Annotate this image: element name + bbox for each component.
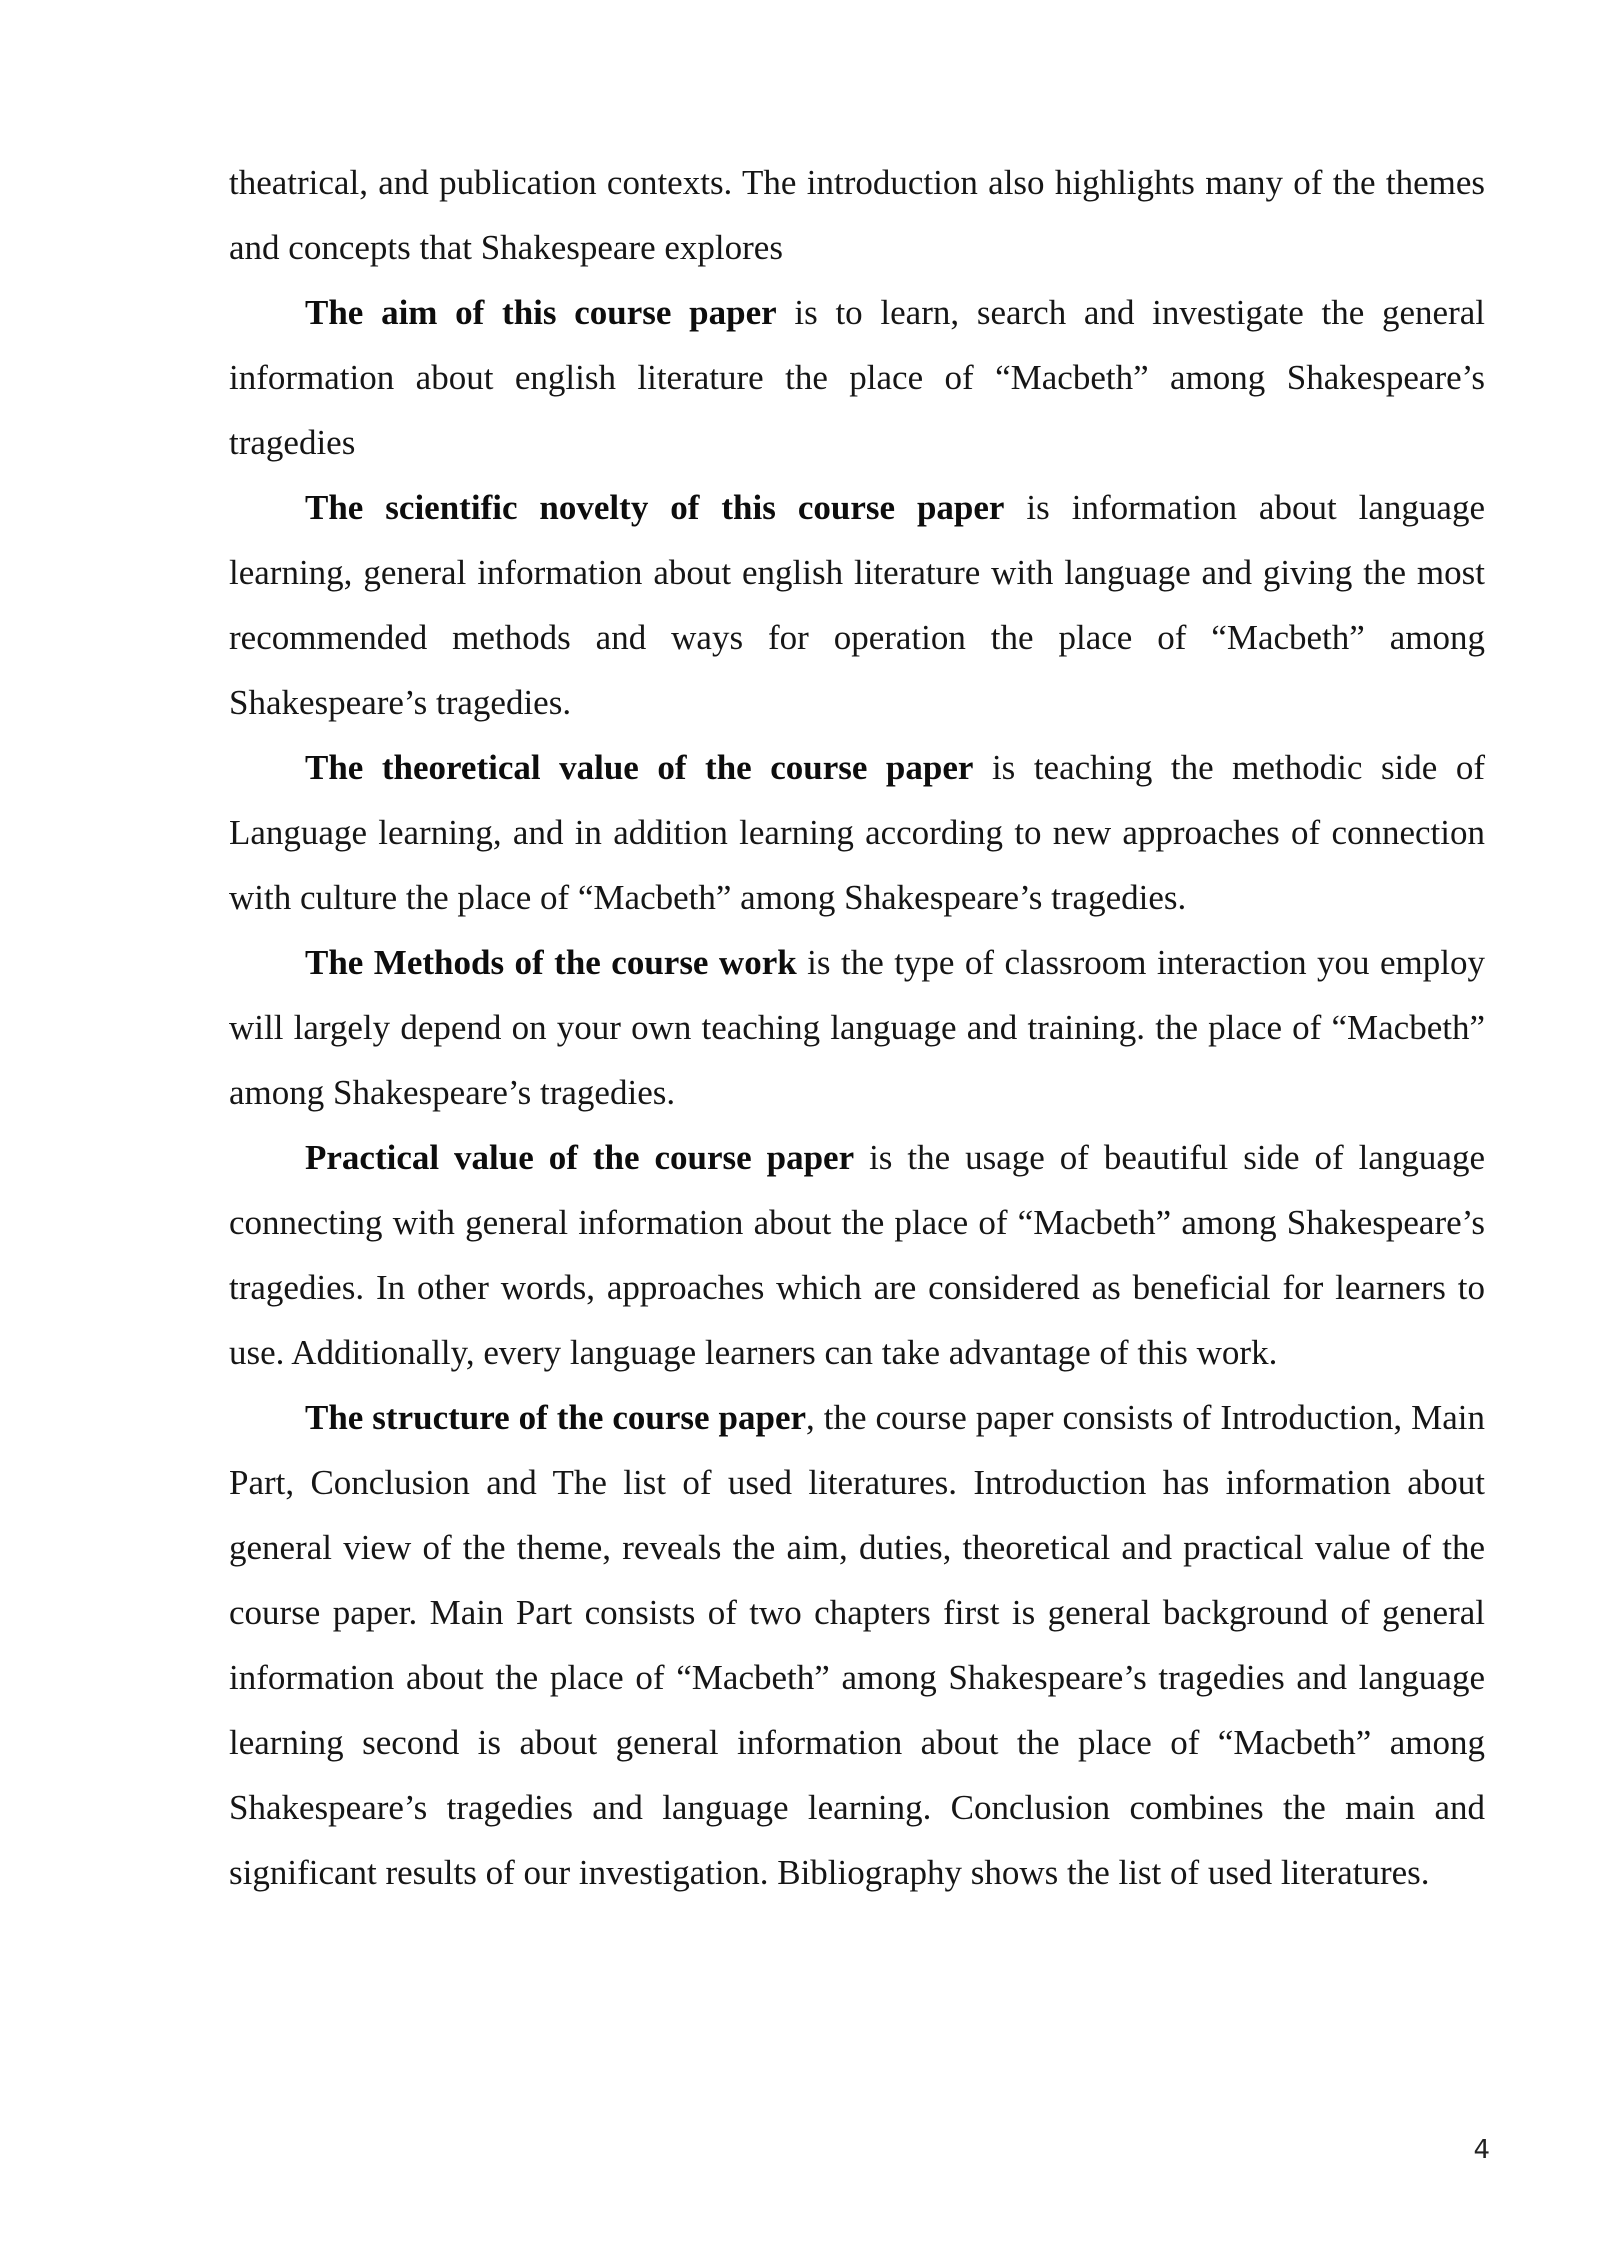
paragraph-text: theatrical, and publication contexts. The introduction also highlights many of the themes and concepts that Shakespeare explores (229, 163, 1485, 267)
paragraph-methods (229, 930, 1485, 1125)
paragraph-text: is the type of classroom interaction you employ will largely depend on your own teaching language and training. the place of “Macbeth” among Shakespeare’s tragedies. (229, 943, 1485, 1112)
paragraph-theoretical-value (229, 735, 1485, 930)
paragraph-heading: Practical value of the course paper (305, 1138, 855, 1177)
paragraph-continuation (229, 150, 1485, 280)
paragraph-text: is the usage of beautiful side of language connecting with general information about the place of “Macbeth” among Shakespeare’s tragedies. In other words, approaches which are considered as beneficial for learners to use. Additionally, every language learners can take advantage of this work. (229, 1138, 1485, 1372)
paragraph-heading: The scientific novelty of this course paper (305, 488, 1005, 527)
paragraph-text: is teaching the methodic side of Language learning, and in addition learning according to new approaches of connection with culture the place of “Macbeth” among Shakespeare’s tragedies. (229, 748, 1485, 917)
paragraph-text: is information about language learning, general information about english literature with language and giving the most recommended methods and ways for operation the place of “Macbeth” among Shakespeare’s tragedies. (229, 488, 1485, 722)
paragraph-practical-value (229, 1125, 1485, 1385)
paragraph-scientific-novelty (229, 475, 1485, 735)
paragraph-heading: The theoretical value of the course paper (305, 748, 974, 787)
paragraph-text: , the course paper consists of Introduction, Main Part, Conclusion and The list of used literatures. Introduction has information about general view of the theme, reveals the aim, duties, theoretical and practical value of the course paper. Main Part consists of two chapters first is general background of general information about the place of “Macbeth” among Shakespeare’s tragedies and language learning second is about general information about the place of “Macbeth” among Shakespeare’s tragedies and language learning. Conclusion combines the main and significant results of our investigation. Bibliography shows the list of used literatures. (229, 1398, 1485, 1892)
paragraph-heading: The structure of the course paper (305, 1398, 807, 1437)
paragraph-heading: The Methods of the course work (305, 943, 797, 982)
paragraph-aim (229, 280, 1485, 475)
paragraph-heading: The aim of this course paper (305, 293, 777, 332)
page-number: 4 (1473, 2135, 1490, 2165)
paragraph-text: is to learn, search and investigate the general information about english literature the place of “Macbeth” among Shakespeare’s tragedies (229, 293, 1485, 462)
page-body (229, 150, 1485, 1905)
paragraph-structure (229, 1385, 1485, 1905)
